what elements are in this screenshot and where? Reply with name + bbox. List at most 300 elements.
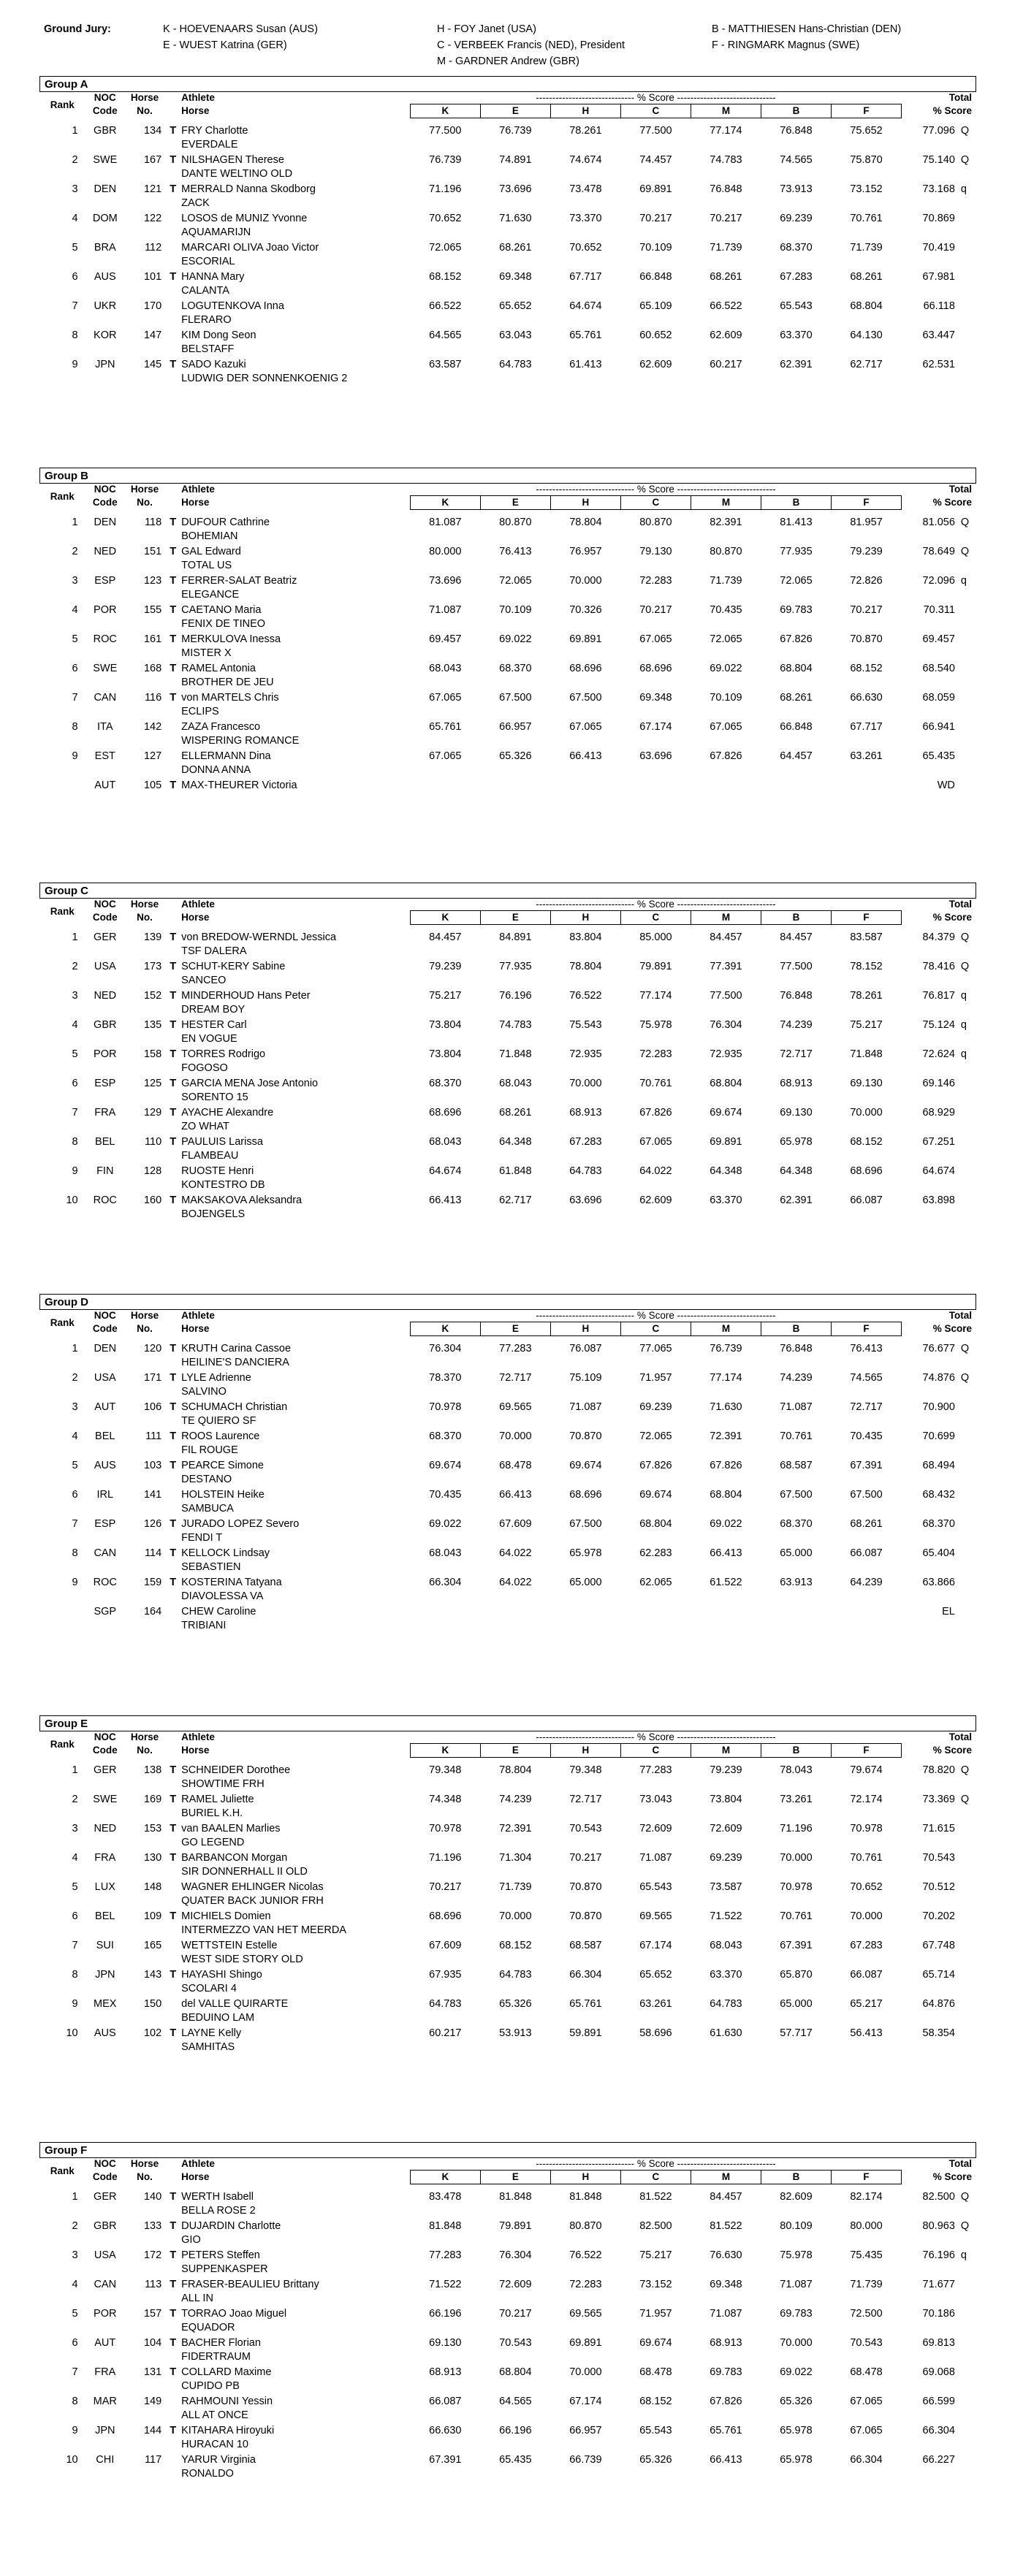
judge-score: 68.587 xyxy=(569,1939,602,1951)
judge-score: 70.000 xyxy=(569,2366,602,2378)
judge-score: 82.609 xyxy=(780,2191,813,2203)
horse-name: SIR DONNERHALL II OLD xyxy=(181,1865,308,1878)
judge-score: 78.370 xyxy=(429,1371,462,1384)
judge-score: 73.804 xyxy=(429,1048,462,1060)
athlete-name: HESTER Carl xyxy=(181,1018,247,1031)
judge-score: 65.326 xyxy=(499,750,532,762)
horse-name: WEST SIDE STORY OLD xyxy=(181,1953,303,1965)
judge-score: 68.478 xyxy=(639,2366,672,2378)
judge-score: 67.065 xyxy=(850,2395,883,2407)
rank-cell: 7 xyxy=(72,1106,78,1119)
judge-score: 80.109 xyxy=(780,2219,813,2232)
athlete-name: SCHNEIDER Dorothee xyxy=(181,1764,291,1776)
noc-cell: AUT xyxy=(94,1401,116,1413)
total-score: 78.820 xyxy=(922,1764,955,1776)
rank-header: Rank xyxy=(50,1738,75,1750)
judge-score: 68.043 xyxy=(710,1939,742,1951)
judge-header: F xyxy=(832,911,902,925)
judge-score: 77.500 xyxy=(780,960,813,972)
rank-cell: 5 xyxy=(72,241,78,254)
judge-score xyxy=(620,1604,691,1633)
judge-score xyxy=(761,777,831,807)
team-flag: T xyxy=(170,1048,177,1060)
athlete-cell xyxy=(181,1487,410,1516)
judge-score: 69.457 xyxy=(429,633,462,645)
horse-number-cell: 106 xyxy=(143,1401,162,1413)
spacer-header xyxy=(164,2158,181,2171)
athlete-name: RUOSTE Henri xyxy=(181,1165,254,1177)
result-row xyxy=(39,1046,976,1075)
judge-score xyxy=(620,777,691,807)
horse-number-cell: 168 xyxy=(143,662,162,674)
noc-cell: IRL xyxy=(96,1488,114,1501)
judge-score: 71.087 xyxy=(429,603,462,616)
athlete-name: CAETANO Maria xyxy=(181,603,262,616)
total-score: 65.404 xyxy=(922,1547,955,1559)
rank-cell: 7 xyxy=(72,2366,78,2378)
athlete-name: TORRES Rodrigo xyxy=(181,1048,266,1060)
judge-score: 71.196 xyxy=(780,1822,813,1834)
total-score: 70.512 xyxy=(922,1880,955,1893)
judge-score: 76.848 xyxy=(780,125,813,137)
horse-no-label-header: No. xyxy=(137,497,153,508)
total-header: Total xyxy=(948,899,972,910)
athlete-name: MARCARI OLIVA Joao Victor xyxy=(181,241,319,254)
total-score: 71.615 xyxy=(922,1822,955,1834)
judge-header: H xyxy=(550,2171,620,2184)
result-row xyxy=(39,959,976,988)
judge-score: 68.696 xyxy=(429,1910,462,1922)
result-row xyxy=(39,1791,976,1821)
judge-score: 62.391 xyxy=(780,358,813,370)
total-score: 68.370 xyxy=(922,1517,955,1530)
judge-score: 67.826 xyxy=(780,633,813,645)
judge-score: 69.674 xyxy=(429,1459,462,1471)
judge-header: E xyxy=(480,496,550,510)
judge-score: 76.848 xyxy=(780,989,813,1002)
qualification-mark xyxy=(959,1457,976,1487)
judge-score: 72.717 xyxy=(569,1793,602,1805)
judge-score: 76.413 xyxy=(499,545,532,557)
judge-score: 70.217 xyxy=(639,212,672,224)
judge-score: 74.457 xyxy=(639,153,672,166)
athlete-name: von BREDOW-WERNDL Jessica xyxy=(181,931,337,943)
athlete-name: ZAZA Francesco xyxy=(181,720,261,733)
score-header: ------------------------------ % Score ------------------------------ xyxy=(410,899,901,911)
judge-score: 67.935 xyxy=(429,1968,462,1981)
athlete-name: FRASER-BEAULIEU Brittany xyxy=(181,2278,319,2290)
judge-score: 67.717 xyxy=(850,720,883,733)
result-row xyxy=(39,240,976,269)
judge-score: 69.348 xyxy=(710,2278,742,2290)
judge-score xyxy=(410,777,480,807)
team-flag xyxy=(164,2452,181,2481)
judge-score: 65.870 xyxy=(780,1968,813,1981)
noc-cell: POR xyxy=(94,603,117,616)
team-flag: T xyxy=(170,779,177,791)
judge-header: B xyxy=(761,1744,831,1758)
judge-score: 75.435 xyxy=(850,2249,883,2261)
judge-score: 61.848 xyxy=(499,1165,532,1177)
judge-score: 70.000 xyxy=(780,1851,813,1864)
judge-score: 72.283 xyxy=(569,2278,602,2290)
judge-score: 74.783 xyxy=(710,153,742,166)
athlete-cell xyxy=(181,2247,410,2276)
judge-score: 73.261 xyxy=(780,1793,813,1805)
team-flag: T xyxy=(170,2336,177,2349)
judge-score: 68.043 xyxy=(429,1547,462,1559)
qualification-mark xyxy=(959,2423,976,2452)
result-row xyxy=(39,357,976,386)
team-flag: T xyxy=(170,1135,177,1148)
result-row xyxy=(39,2423,976,2452)
athlete-cell xyxy=(181,2276,410,2306)
athlete-cell xyxy=(181,1105,410,1134)
athlete-name: MERRALD Nanna Skodborg xyxy=(181,183,316,195)
judge-score: 68.370 xyxy=(499,662,532,674)
rank-cell: 10 xyxy=(66,1194,78,1206)
qualification-mark: Q xyxy=(960,2190,970,2203)
horse-name: FOGOSO xyxy=(181,1062,228,1074)
qualification-mark xyxy=(959,602,976,631)
noc-cell: DOM xyxy=(92,212,118,224)
qualification-mark xyxy=(959,1428,976,1457)
judge-score xyxy=(691,1604,761,1633)
judge-score: 67.391 xyxy=(429,2453,462,2466)
athlete-cell xyxy=(181,2452,410,2481)
result-row xyxy=(39,118,976,152)
horse-name: RONALDO xyxy=(181,2467,234,2480)
qualification-mark: Q xyxy=(960,545,970,557)
result-row xyxy=(39,1516,976,1545)
rank-cell: 9 xyxy=(72,1576,78,1588)
score-header: ------------------------------ % Score ------------------------------ xyxy=(410,1731,901,1744)
noc-cell: ESP xyxy=(94,1077,116,1089)
result-row xyxy=(39,1370,976,1399)
athlete-cell xyxy=(181,2025,410,2054)
judge-score: 70.761 xyxy=(850,1851,883,1864)
judge-score: 62.609 xyxy=(710,329,742,341)
judge-score: 63.913 xyxy=(780,1576,813,1588)
judge-score: 63.696 xyxy=(569,1194,602,1206)
rank-cell: 4 xyxy=(72,603,78,616)
judge-score: 70.435 xyxy=(710,603,742,616)
noc-cell: EST xyxy=(94,750,115,762)
judge-score: 66.413 xyxy=(710,1547,742,1559)
athlete-name: ROOS Laurence xyxy=(181,1430,260,1442)
horse-number-cell: 133 xyxy=(143,2219,162,2232)
judge-score: 65.000 xyxy=(780,1997,813,2010)
result-row xyxy=(39,1134,976,1163)
judge-score: 67.065 xyxy=(429,691,462,704)
rank-cell: 2 xyxy=(72,2219,78,2232)
team-flag: T xyxy=(170,2190,177,2203)
judge-score: 69.130 xyxy=(780,1106,813,1119)
judge-score: 72.609 xyxy=(639,1822,672,1834)
noc-cell: AUT xyxy=(94,2336,116,2349)
judge-header: E xyxy=(480,104,550,118)
noc-cell: ESP xyxy=(94,574,116,587)
qualification-mark xyxy=(959,2306,976,2335)
total-score: 63.898 xyxy=(922,1194,955,1206)
judge-score: 68.913 xyxy=(569,1106,602,1119)
result-row xyxy=(39,298,976,327)
jury-member: M - GARDNER Andrew (GBR) xyxy=(437,56,579,67)
noc-cell: AUS xyxy=(94,1459,116,1471)
qualification-mark: Q xyxy=(960,931,970,943)
noc-cell: GBR xyxy=(94,124,117,137)
rank-cell: 2 xyxy=(72,1371,78,1384)
jury-member: C - VERBEEK Francis (NED), President xyxy=(437,39,625,51)
total-score: 64.674 xyxy=(922,1165,955,1177)
judge-score: 69.891 xyxy=(710,1135,742,1148)
total-score: 68.432 xyxy=(922,1488,955,1501)
judge-score: 67.174 xyxy=(569,2395,602,2407)
team-flag: T xyxy=(170,1910,177,1922)
horse-number-cell: 149 xyxy=(143,2395,162,2407)
noc-cell: FIN xyxy=(96,1165,114,1177)
judge-header: K xyxy=(410,1322,480,1336)
horse-header: Horse xyxy=(181,912,210,923)
rank-cell: 3 xyxy=(72,1401,78,1413)
total-score: 72.624 xyxy=(922,1048,955,1060)
judge-header: M xyxy=(691,1744,761,1758)
horse-name: ESCORIAL xyxy=(181,255,235,267)
horse-name: SAMBUCA xyxy=(181,1502,234,1514)
rank-cell: 7 xyxy=(72,691,78,704)
horse-name: BELSTAFF xyxy=(181,343,235,355)
total-score: 67.748 xyxy=(922,1939,955,1951)
result-row xyxy=(39,210,976,240)
horse-number-cell: 101 xyxy=(143,270,162,283)
judge-score: 67.609 xyxy=(499,1517,532,1530)
judge-score: 64.022 xyxy=(639,1165,672,1177)
judge-score: 77.283 xyxy=(429,2249,462,2261)
judge-score: 70.435 xyxy=(429,1488,462,1501)
total-score: 76.196 xyxy=(922,2249,955,2261)
judge-score: 57.717 xyxy=(780,2027,813,2039)
judge-score: 62.609 xyxy=(639,1194,672,1206)
horse-name: BEDUINO LAM xyxy=(181,2011,255,2024)
athlete-name: KIM Dong Seon xyxy=(181,329,256,341)
judge-score: 65.217 xyxy=(850,1997,883,2010)
horse-name: DANTE WELTINO OLD xyxy=(181,167,293,180)
horse-number-cell: 160 xyxy=(143,1194,162,1206)
judge-score: 76.848 xyxy=(710,183,742,195)
athlete-cell xyxy=(181,748,410,777)
horse-name: SHOWTIME FRH xyxy=(181,1777,265,1790)
judge-score: 62.717 xyxy=(499,1194,532,1206)
judge-score: 75.217 xyxy=(429,989,462,1002)
group-title: Group F xyxy=(39,2142,976,2158)
judge-score: 71.304 xyxy=(499,1851,532,1864)
judge-score: 70.978 xyxy=(429,1822,462,1834)
horse-no-label-header: No. xyxy=(137,912,153,923)
total-score: 66.227 xyxy=(922,2453,955,2466)
judge-score: 67.065 xyxy=(639,1135,672,1148)
judge-score: 71.848 xyxy=(499,1048,532,1060)
horse-number-cell: 111 xyxy=(145,1430,162,1442)
total-header: Total xyxy=(948,1310,972,1322)
judge-score: 71.087 xyxy=(639,1851,672,1864)
judge-score: 69.783 xyxy=(780,2307,813,2320)
team-flag: T xyxy=(170,2027,177,2039)
judge-score: 70.978 xyxy=(780,1880,813,1893)
athlete-name: SCHUT-KERY Sabine xyxy=(181,960,286,972)
judge-score: 72.609 xyxy=(710,1822,742,1834)
noc-cell: LUX xyxy=(94,1880,115,1893)
judge-score: 71.087 xyxy=(569,1401,602,1413)
judge-score: 83.804 xyxy=(569,931,602,943)
athlete-cell xyxy=(181,510,410,544)
judge-score xyxy=(480,1604,550,1633)
judge-score: 70.543 xyxy=(850,2336,883,2349)
judge-score: 80.870 xyxy=(499,517,532,528)
judge-score: 69.565 xyxy=(499,1401,532,1413)
judge-score: 81.848 xyxy=(499,2191,532,2203)
horse-number-cell: 171 xyxy=(143,1371,162,1384)
horse-name: FLERARO xyxy=(181,313,232,326)
results-table xyxy=(39,2158,976,2481)
horse-number-cell: 144 xyxy=(143,2424,162,2436)
judge-score: 76.304 xyxy=(429,1343,462,1354)
judge-score: 67.065 xyxy=(639,633,672,645)
team-flag: T xyxy=(170,124,177,137)
result-row xyxy=(39,2364,976,2393)
judge-score: 71.848 xyxy=(850,1048,883,1060)
athlete-name: KOSTERINA Tatyana xyxy=(181,1576,282,1588)
judge-score: 65.652 xyxy=(639,1968,672,1981)
result-row xyxy=(39,1879,976,1908)
judge-score: 66.957 xyxy=(569,2424,602,2436)
total-header: Total xyxy=(948,484,972,495)
horse-name: ALL IN xyxy=(181,2292,213,2304)
team-flag: T xyxy=(170,1517,177,1530)
horse-number-cell: 131 xyxy=(143,2366,162,2378)
team-flag xyxy=(164,1879,181,1908)
horse-no-header: Horse xyxy=(130,92,159,104)
judge-score: 71.087 xyxy=(780,1401,813,1413)
athlete-name: TORRAO Joao Miguel xyxy=(181,2307,287,2320)
judge-score: 63.696 xyxy=(639,750,672,762)
athlete-name: WETTSTEIN Estelle xyxy=(181,1939,278,1951)
total-score: 66.304 xyxy=(922,2424,955,2436)
team-flag: T xyxy=(170,2366,177,2378)
judge-header: C xyxy=(620,2171,691,2184)
horse-name: FENDI T xyxy=(181,1531,223,1544)
qualification-mark xyxy=(959,269,976,298)
athlete-cell xyxy=(181,118,410,152)
athlete-cell xyxy=(181,210,410,240)
judge-score: 70.326 xyxy=(569,603,602,616)
noc-cell: ROC xyxy=(93,633,117,645)
judge-score: 68.261 xyxy=(850,270,883,283)
noc-code-header: Code xyxy=(92,912,118,923)
team-flag: T xyxy=(170,183,177,195)
judge-score: 78.804 xyxy=(499,1764,532,1776)
judge-score: 67.500 xyxy=(569,1517,602,1530)
team-flag xyxy=(164,1996,181,2025)
judge-score: 79.674 xyxy=(850,1764,883,1776)
judge-score: 84.457 xyxy=(780,931,813,943)
judge-header: C xyxy=(620,911,691,925)
total-score: 63.866 xyxy=(922,1576,955,1588)
horse-name: BOHEMIAN xyxy=(181,530,238,542)
total-score: 82.500 xyxy=(922,2190,955,2203)
rank-cell: 2 xyxy=(72,960,78,972)
judge-score: 70.217 xyxy=(850,603,883,616)
athlete-cell xyxy=(181,988,410,1017)
judge-score: 68.261 xyxy=(499,1106,532,1119)
qualification-mark xyxy=(959,660,976,690)
judge-score: 66.522 xyxy=(710,300,742,312)
qualification-mark xyxy=(959,690,976,719)
athlete-name: WERTH Isabell xyxy=(181,2190,254,2203)
team-flag xyxy=(164,327,181,357)
horse-number-cell: 127 xyxy=(143,750,162,762)
judge-score: 68.696 xyxy=(850,1165,883,1177)
qualification-mark: q xyxy=(960,2249,967,2261)
total-score-header: % Score xyxy=(932,912,972,923)
athlete-cell xyxy=(181,2335,410,2364)
athlete-cell xyxy=(181,1967,410,1996)
result-row xyxy=(39,181,976,210)
judge-score: 69.891 xyxy=(569,633,602,645)
athlete-cell xyxy=(181,2184,410,2218)
qualification-mark xyxy=(959,777,976,807)
judge-score: 66.087 xyxy=(850,1547,883,1559)
judge-header: K xyxy=(410,1744,480,1758)
result-row xyxy=(39,152,976,181)
team-flag: T xyxy=(170,1077,177,1089)
judge-score: 67.065 xyxy=(429,750,462,762)
judge-header: B xyxy=(761,104,831,118)
judge-score: 70.435 xyxy=(850,1430,883,1442)
noc-cell: SWE xyxy=(93,1793,118,1805)
judge-score xyxy=(410,1604,480,1633)
noc-cell: SUI xyxy=(96,1939,114,1951)
judge-score: 66.522 xyxy=(429,300,462,312)
judge-header: B xyxy=(761,496,831,510)
athlete-cell xyxy=(181,1821,410,1850)
qualification-mark: q xyxy=(960,183,967,195)
judge-score: 64.783 xyxy=(429,1997,462,2010)
judge-score: 61.413 xyxy=(569,358,602,370)
total-score: 70.543 xyxy=(922,1851,955,1864)
athlete-name: COLLARD Maxime xyxy=(181,2366,272,2378)
judge-score: 65.543 xyxy=(780,300,813,312)
noc-header: NOC xyxy=(94,484,116,495)
team-flag: T xyxy=(170,2424,177,2436)
total-score: 68.059 xyxy=(922,691,955,704)
qualification-mark: Q xyxy=(960,1342,970,1354)
judge-score: 66.196 xyxy=(429,2307,462,2320)
judge-header: C xyxy=(620,1744,691,1758)
judge-score: 70.761 xyxy=(850,212,883,224)
judge-score: 75.217 xyxy=(850,1018,883,1031)
horse-name: ECLIPS xyxy=(181,705,219,717)
horse-number-cell: 172 xyxy=(143,2249,162,2261)
team-flag: T xyxy=(170,691,177,704)
judge-score: 65.652 xyxy=(499,300,532,312)
judge-score: 75.543 xyxy=(569,1018,602,1031)
athlete-cell xyxy=(181,1758,410,1791)
judge-score: 81.848 xyxy=(569,2191,602,2203)
rank-cell: 8 xyxy=(72,329,78,341)
judge-score: 66.957 xyxy=(499,720,532,733)
athlete-name: HOLSTEIN Heike xyxy=(181,1488,265,1501)
judge-score: 74.239 xyxy=(780,1018,813,1031)
